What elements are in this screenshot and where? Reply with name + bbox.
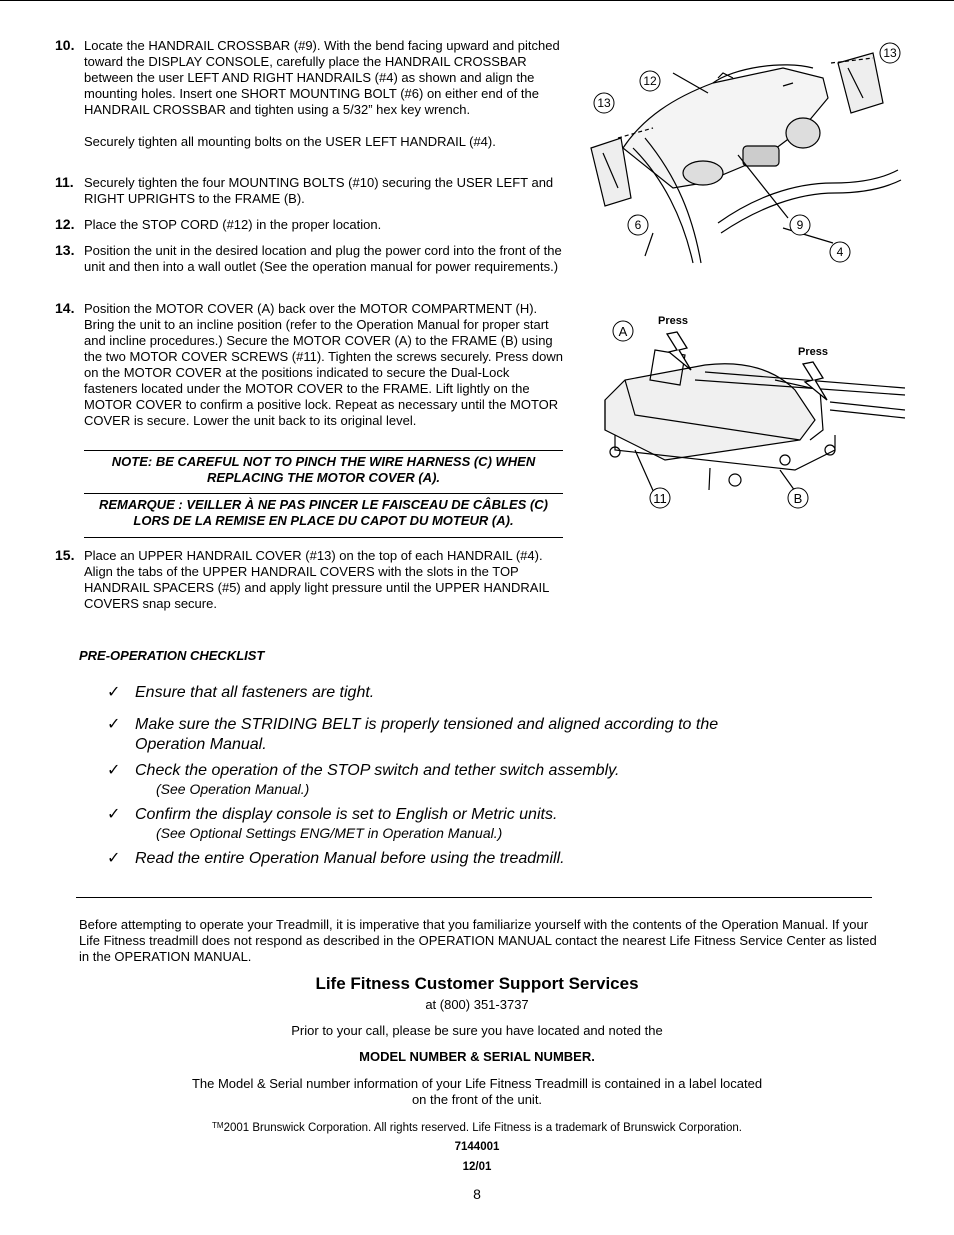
- step-number: 12.: [55, 216, 75, 232]
- step-10: [55, 38, 565, 150]
- checklist-text: Read the entire Operation Manual before using the treadmill.: [135, 850, 565, 867]
- checkmark-icon: ✓: [107, 716, 121, 733]
- callout-4: 4: [836, 245, 844, 259]
- checklist-item: [107, 715, 767, 755]
- callout-A: A: [618, 324, 628, 339]
- checklist-subtext: (See Operation Manual.): [156, 781, 310, 797]
- press-label-2: Press: [798, 346, 828, 358]
- copyright: [0, 1118, 954, 1136]
- callout-B: B: [793, 491, 803, 506]
- note-end-rule: [84, 537, 563, 538]
- label-info: The Model & Serial number information of your Life Fitness Treadmill is contained in a label located on the front of the unit.: [191, 1076, 763, 1107]
- revision-date: 12/01: [462, 1161, 492, 1173]
- step-number: 14.: [55, 300, 75, 316]
- checkmark-icon: ✓: [107, 806, 121, 823]
- step-13: [55, 243, 565, 275]
- step-15: [55, 548, 565, 612]
- step-text-2: Securely tighten all mounting bolts on the USER LEFT HANDRAIL (#4).: [84, 134, 496, 149]
- press-label-1: Press: [658, 315, 688, 327]
- step-number: 10.: [55, 37, 75, 53]
- checklist-text: Ensure that all fasteners are tight.: [135, 684, 375, 701]
- callout-13-right: 13: [883, 46, 897, 60]
- checklist-subtext: (See Optional Settings ENG/MET in Operation Manual.): [156, 825, 503, 841]
- step-11: [55, 175, 565, 207]
- model-serial-note: MODEL NUMBER & SERIAL NUMBER.: [359, 1049, 595, 1064]
- step-number: 13.: [55, 242, 75, 258]
- page-number: 8: [473, 1186, 481, 1202]
- callout-12: 12: [643, 74, 657, 88]
- checkmark-icon: ✓: [107, 850, 121, 867]
- top-rule: [0, 0, 954, 1]
- note-english: NOTE: BE CAREFUL NOT TO PINCH THE WIRE HARNESS (C) WHEN REPLACING THE MOTOR COVER (A).: [84, 450, 563, 486]
- trademark-mark: TM: [212, 1121, 224, 1130]
- checkmark-icon: ✓: [107, 684, 121, 701]
- note-french: REMARQUE : VEILLER À NE PAS PINCER LE FAISCEAU DE CÂBLES (C) LORS DE LA REMISE EN PLACE DU CAPOT DU MOTEUR (A).: [84, 493, 563, 529]
- callout-6: 6: [634, 218, 642, 232]
- checklist-text: Confirm the display console is set to English or Metric units.: [135, 806, 558, 823]
- checklist-item: [107, 805, 807, 842]
- intro-paragraph: Before attempting to operate your Treadmill, it is imperative that you familiarize yourself with the contents of the Operation Manual. If your Life Fitness treadmill does not respond as described in the OPERATION MANUAL contact the nearest Life Fitness Service Center as listed in the OPERATION MANUAL.: [79, 917, 877, 964]
- checklist-text: Check the operation of the STOP switch and tether switch assembly.: [135, 762, 620, 779]
- step-14: [55, 301, 565, 429]
- section-divider: [76, 897, 872, 898]
- step-text: Position the unit in the desired location and plug the power cord into the front of the unit and then into a wall outlet (See the operation manual for power requirements.): [84, 243, 562, 274]
- callout-11: 11: [653, 491, 667, 506]
- step-text: Place the STOP CORD (#12) in the proper location.: [84, 217, 382, 232]
- step-number: 11.: [55, 174, 74, 190]
- checklist-text: Make sure the STRIDING BELT is properly tensioned and aligned according to the Operation Manual.: [135, 716, 719, 753]
- callout-13-left: 13: [597, 96, 611, 110]
- callout-9: 9: [796, 218, 804, 232]
- part-number: 7144001: [454, 1141, 500, 1153]
- checklist-item: [107, 849, 807, 869]
- copyright-text: 2001 Brunswick Corporation. All rights reserved. Life Fitness is a trademark of Brunswick Corporation.: [223, 1122, 742, 1134]
- support-title: Life Fitness Customer Support Services: [315, 974, 639, 993]
- step-text: Place an UPPER HANDRAIL COVER (#13) on the top of each HANDRAIL (#4). Align the tabs of the UPPER HANDRAIL COVERS with the slots in the TOP HANDRAIL SPACERS (#5) and apply light pressure until the UPPER HANDRAIL COVERS snap secure.: [84, 548, 549, 611]
- motor-cover-figure: [595, 310, 910, 515]
- step-number: 15.: [55, 547, 75, 563]
- support-phone: at (800) 351-3737: [425, 997, 529, 1012]
- prior-note: Prior to your call, please be sure you have located and noted the: [291, 1023, 663, 1038]
- checklist-item: [107, 683, 807, 703]
- checkmark-icon: ✓: [107, 762, 121, 779]
- step-12: [55, 217, 565, 233]
- checklist-title: PRE-OPERATION CHECKLIST: [79, 648, 265, 663]
- step-text: Position the MOTOR COVER (A) back over the MOTOR COMPARTMENT (H). Bring the unit to an incline position (refer to the Operation Manual for proper start and incline procedures.) Secure the MOTOR COVER (A) to the FRAME (B) using the two MOTOR COVER SCREWS (#11). Tighten the screws securely. Press down on the MOTOR COVER at the positions indicated to secure the Dual-Lock fasteners located under the MOTOR COVER to the FRAME. Lift lightly on the MOTOR COVER to confirm a positive lock. Repeat as necessary until the MOTOR COVER is secure. Lower the unit back to its original level.: [84, 301, 563, 428]
- step-text: Securely tighten the four MOUNTING BOLTS (#10) securing the USER LEFT and RIGHT UPRIGHTS to the FRAME (B).: [84, 175, 554, 206]
- handrail-console-figure: [583, 38, 913, 268]
- checklist-item: [107, 761, 807, 798]
- step-text: Locate the HANDRAIL CROSSBAR (#9). With the bend facing upward and pitched toward the DISPLAY CONSOLE, carefully place the HANDRAIL CROSSBAR between the user LEFT AND RIGHT HANDRAILS (#4) as shown and align the mounting holes. Insert one SHORT MOUNTING BOLT (#6) on either end of the HANDRAIL CROSSBAR and tighten using a 5/32” hex key wrench.: [84, 38, 560, 117]
